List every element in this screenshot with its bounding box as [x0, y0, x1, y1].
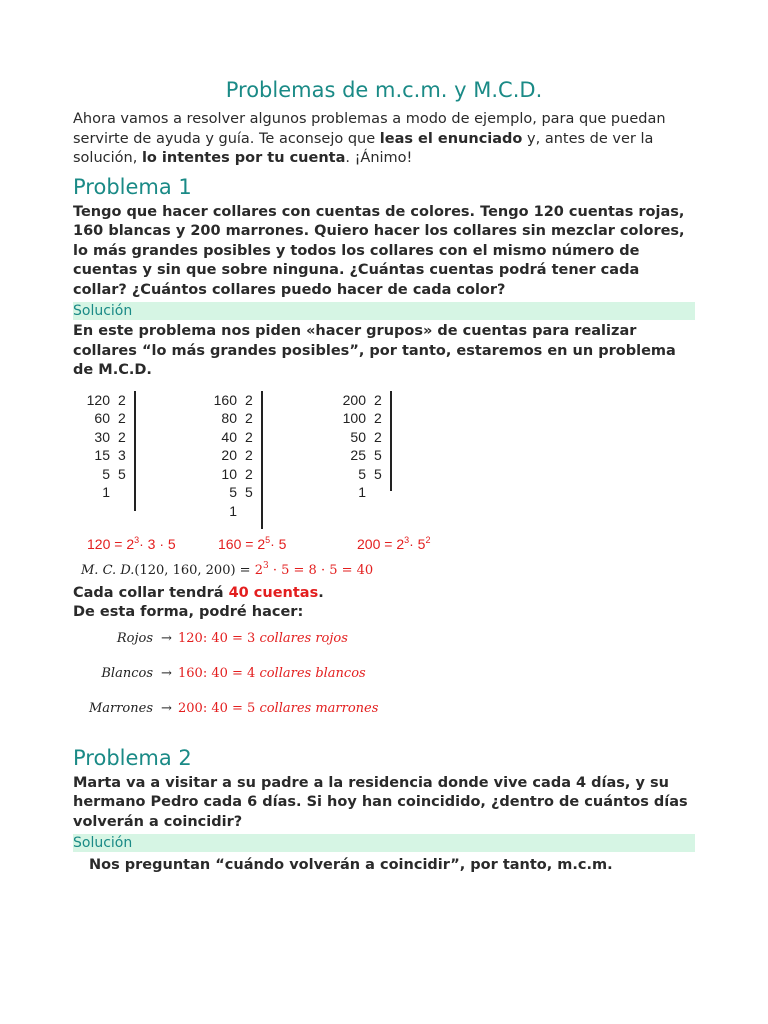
intro-bold-2: lo intentes por tu cuenta	[141, 150, 346, 166]
intro-text-2: y, antes de ver la solución,	[73, 130, 654, 166]
expansion-base: 160 = 2	[218, 535, 266, 552]
factorization-number: 160	[213, 391, 237, 408]
answer-text: Cada collar tendrá	[73, 584, 229, 601]
color-calc-expr: 200: 40 = 5	[178, 700, 260, 716]
color-result-line	[73, 631, 695, 666]
mcd-result-exponent: 3	[262, 560, 269, 571]
mcd-result	[254, 560, 374, 578]
mcd-result-rest: · 5 = 8 · 5 = 40	[268, 562, 374, 578]
factorization-row	[81, 483, 132, 502]
factorization-divisor: 5	[374, 447, 382, 463]
intro-text-1: Ahora vamos a resolver algunos problemas a modo de ejemplo, para que puedan servirte de ayuda y guía. Te aconsejo que	[73, 111, 666, 147]
color-calc-result: collares marrones	[259, 700, 379, 716]
factorization-divisor: 3	[118, 447, 126, 463]
color-calc-expr: 120: 40 = 3	[178, 630, 260, 646]
factorization-number: 5	[229, 484, 237, 500]
expansion-exponent: 5	[265, 534, 271, 545]
color-calc	[178, 631, 348, 646]
arrow-icon: →	[161, 665, 172, 681]
factorization-number: 200	[342, 391, 366, 408]
factorization-200	[337, 391, 388, 502]
factorization-tables	[73, 391, 695, 529]
factorization-row	[208, 465, 259, 484]
color-calc-expr: 160: 40 = 4	[178, 665, 260, 681]
mcd-args: (120, 160, 200) =	[134, 562, 255, 578]
expansion-rest: · 5	[270, 535, 287, 552]
color-label: Blancos	[101, 665, 153, 681]
problem-1-answer	[73, 584, 695, 604]
mcd-formula	[81, 561, 695, 578]
arrow-icon: →	[161, 700, 172, 716]
intro-text-3: . ¡Ánimo!	[345, 150, 413, 166]
expansion-160	[218, 535, 286, 552]
factorization-row	[337, 428, 388, 447]
factorization-row	[337, 483, 388, 502]
factorization-number: 50	[350, 428, 366, 445]
factorization-divisor: 2	[374, 428, 382, 445]
color-result-line	[73, 701, 695, 736]
factorization-number: 40	[221, 428, 237, 445]
factorization-row	[81, 391, 132, 410]
problem-2-statement: Marta va a visitar a su padre a la residencia donde vive cada 4 días, y su hermano Pedro cada 6 días. Si hoy han coincidido, ¿dentro de cuántos días volverán a coincidir?	[73, 774, 688, 830]
intro-paragraph	[73, 110, 695, 169]
color-result-line	[73, 666, 695, 701]
factorization-divisor: 2	[245, 465, 253, 482]
factorization-number: 80	[221, 410, 237, 426]
expansion-120	[87, 535, 176, 552]
factorization-divisor: 2	[118, 410, 126, 426]
factorization-divider	[261, 391, 263, 529]
expansion-rest: · 3 · 5	[139, 535, 176, 552]
factorization-number: 1	[358, 484, 366, 500]
factorization-120	[81, 391, 132, 502]
problem-2-explanation: Nos preguntan “cuándo volverán a coincidir”, por tanto, m.c.m.	[89, 857, 613, 873]
factorization-number: 30	[94, 428, 110, 445]
arrow-icon: →	[161, 630, 172, 646]
factorization-number: 100	[342, 410, 366, 426]
mcd-result-base: 2	[254, 562, 263, 578]
expansion-rest: · 5	[409, 535, 426, 552]
factorization-number: 25	[350, 447, 366, 463]
problem-1-explanation: En este problema nos piden «hacer grupos» de cuentas para realizar collares “lo más grandes posibles”, por tanto, estaremos en un problema de M.C.D.	[73, 323, 676, 378]
factorization-number: 5	[358, 465, 366, 482]
factorization-divisor	[370, 483, 388, 502]
problem-2-heading: Problema 2	[73, 745, 192, 770]
factorization-row	[208, 391, 259, 410]
factorization-divisor: 5	[374, 465, 382, 482]
factorization-divider	[390, 391, 392, 491]
factorization-row	[337, 465, 388, 484]
factorization-row	[81, 446, 132, 465]
prime-expansions	[73, 535, 695, 559]
problem-1-then: De esta forma, podré hacer:	[73, 604, 304, 620]
factorization-number: 1	[229, 502, 237, 519]
factorization-divisor: 2	[118, 428, 126, 445]
page-title: Problemas de m.c.m. y M.C.D.	[225, 78, 543, 102]
intro-bold-1: leas el enunciado	[379, 130, 523, 147]
document-page	[73, 78, 695, 876]
factorization-divisor: 2	[245, 428, 253, 445]
factorization-divisor: 2	[245, 410, 253, 426]
factorization-divider	[134, 391, 136, 511]
color-label: Marrones	[88, 700, 153, 716]
expansion-exponent: 3	[404, 534, 410, 545]
factorization-row	[208, 428, 259, 447]
factorization-row	[208, 502, 259, 521]
problem-1-heading: Problema 1	[73, 174, 192, 199]
factorization-160	[208, 391, 259, 521]
problem-1-solution-label: Solución	[73, 302, 695, 320]
expansion-exponent: 3	[134, 534, 140, 545]
factorization-divisor: 2	[374, 410, 382, 426]
factorization-number: 10	[221, 465, 237, 482]
problem-1-statement: Tengo que hacer collares con cuentas de colores. Tengo 120 cuentas rojas, 160 blancas y 200 marrones. Quiero hacer los collares sin mezclar colores, lo más grandes posibles y todos los collares con el mismo número de cuentas y sin que sobre ninguna. ¿Cuántas cuentas podrá tener cada collar? ¿Cuántos collares puedo hacer de cada color?	[73, 203, 685, 298]
factorization-number: 15	[94, 447, 110, 463]
factorization-divisor: 2	[245, 447, 253, 463]
expansion-base: 120 = 2	[87, 535, 135, 552]
factorization-divisor: 5	[118, 465, 126, 482]
color-label: Rojos	[116, 630, 153, 646]
factorization-number: 5	[102, 465, 110, 482]
factorization-divisor: 2	[118, 391, 126, 408]
expansion-200	[357, 535, 430, 552]
expansion-exponent: 2	[425, 534, 431, 545]
answer-end: .	[318, 584, 324, 601]
mcd-label: M. C. D.	[81, 562, 135, 578]
factorization-divisor: 2	[374, 391, 382, 408]
factorization-row	[337, 409, 388, 428]
factorization-row	[208, 483, 259, 502]
factorization-divisor: 5	[245, 484, 253, 500]
factorization-number: 20	[221, 447, 237, 463]
factorization-row	[81, 465, 132, 484]
factorization-row	[81, 409, 132, 428]
color-calc-result: collares rojos	[259, 630, 348, 646]
expansion-base: 200 = 2	[357, 535, 405, 552]
factorization-number: 60	[94, 410, 110, 426]
factorization-number: 1	[102, 484, 110, 500]
color-calc	[178, 666, 366, 681]
answer-value: 40 cuentas	[228, 584, 319, 601]
factorization-row	[337, 446, 388, 465]
factorization-divisor	[114, 483, 132, 502]
color-calc-result: collares blancos	[259, 665, 366, 681]
factorization-divisor	[241, 502, 259, 521]
color-results	[73, 631, 695, 736]
factorization-row	[81, 428, 132, 447]
factorization-number: 120	[86, 391, 110, 408]
problem-2-solution-label: Solución	[73, 834, 695, 852]
factorization-row	[337, 391, 388, 410]
factorization-row	[208, 409, 259, 428]
factorization-divisor: 2	[245, 391, 253, 408]
factorization-row	[208, 446, 259, 465]
color-calc	[178, 701, 378, 716]
